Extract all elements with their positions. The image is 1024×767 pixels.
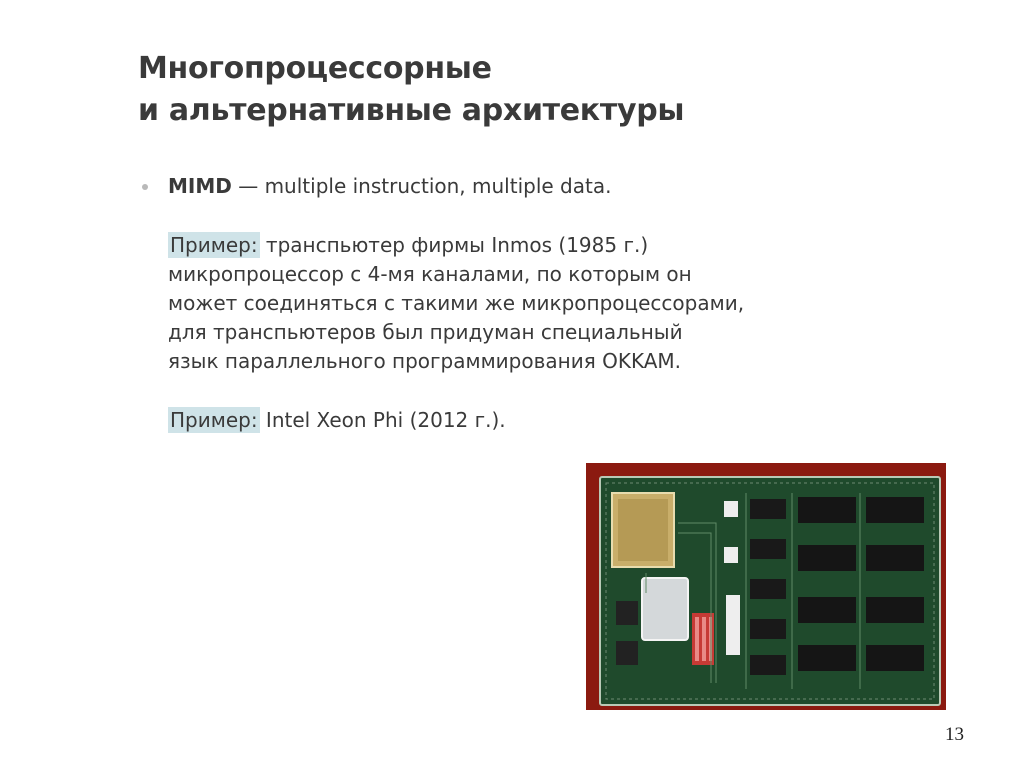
bullet-text: — multiple instruction, multiple data. — [231, 174, 612, 198]
transputer-board-photo — [586, 463, 946, 710]
title-line-2: и альтернативные архитектуры — [138, 93, 685, 128]
bullet-dot-icon — [142, 184, 148, 190]
example1-line5: язык параллельного программирования OKKAM. — [168, 349, 682, 373]
bullet-item-mimd — [140, 172, 800, 201]
example1-line2: микропроцессор с 4-мя каналами, по которым он — [168, 262, 692, 286]
example-paragraph-1 — [140, 231, 800, 376]
page-number: 13 — [945, 724, 964, 745]
example-label-2: Пример: — [170, 408, 258, 432]
title-line-1: Многопроцессорные — [138, 51, 492, 86]
slide-title — [138, 48, 684, 132]
example1-line3: может соединяться с такими же микропроцессорами, — [168, 291, 745, 315]
example2-text: Intel Xeon Phi (2012 г.). — [259, 408, 506, 432]
example-paragraph-2 — [140, 406, 800, 435]
example-label-1: Пример: — [170, 233, 258, 257]
slide-content — [140, 172, 800, 435]
example1-line4: для транспьютеров был придуман специальный — [168, 320, 683, 344]
bullet-term: MIMD — [168, 174, 232, 198]
example1-line1: транспьютер фирмы Inmos (1985 г.) — [259, 233, 649, 257]
